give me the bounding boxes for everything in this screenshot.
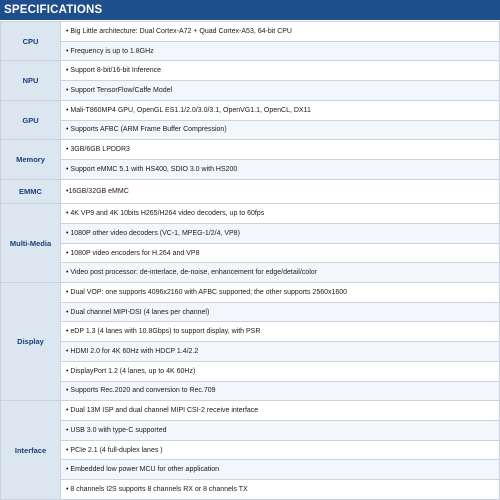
spec-row (1, 61, 500, 81)
spec-item: • DisplayPort 1.2 (4 lanes, up to 4K 60Hz) (61, 361, 500, 381)
spec-item: • Big Little architecture: Dual Cortex-A72 + Quad Cortex-A53, 64-bit CPU (61, 22, 500, 42)
spec-item: •16GB/32GB eMMC (61, 179, 500, 204)
spec-category-cpu: CPU (1, 22, 61, 61)
spec-row (1, 381, 500, 401)
spec-item: • 1080P video encoders for H.264 and VP8 (61, 243, 500, 263)
spec-item: • 4K VP9 and 4K 10bits H265/H264 video decoders, up to 60fps (61, 204, 500, 224)
spec-row (1, 22, 500, 42)
spec-row (1, 480, 500, 500)
spec-row (1, 41, 500, 61)
spec-item: • Frequency is up to 1.8GHz (61, 41, 500, 61)
spec-row (1, 243, 500, 263)
spec-item: • Mali-T860MP4 GPU, OpenGL ES1.1/2.0/3.0/3.1, OpenVG1.1, OpenCL, DX11 (61, 100, 500, 120)
spec-row (1, 81, 500, 101)
spec-item: • Support 8-bit/16-bit Inference (61, 61, 500, 81)
spec-row (1, 159, 500, 179)
spec-row (1, 100, 500, 120)
spec-row (1, 322, 500, 342)
spec-item: • eDP 1.3 (4 lanes with 10.8Gbps) to support display, with PSR (61, 322, 500, 342)
spec-category-interface: Interface (1, 401, 61, 500)
spec-item: • PCIe 2.1 (4 full-duplex lanes ) (61, 440, 500, 460)
spec-row (1, 460, 500, 480)
spec-item: • HDMI 2.0 for 4K 60Hz with HDCP 1.4/2.2 (61, 342, 500, 362)
spec-row (1, 342, 500, 362)
specifications-table (0, 21, 500, 500)
spec-row (1, 302, 500, 322)
spec-category-emmc: EMMC (1, 179, 61, 204)
spec-row (1, 179, 500, 204)
spec-item: • Support TensorFlow/Caffe Model (61, 81, 500, 101)
spec-category-memory: Memory (1, 140, 61, 179)
spec-row (1, 223, 500, 243)
spec-row (1, 120, 500, 140)
spec-item: • 1080P other video decoders (VC-1, MPEG-1/2/4, VP8) (61, 223, 500, 243)
spec-item: • Supports Rec.2020 and conversion to Rec.709 (61, 381, 500, 401)
specifications-header: SPECIFICATIONS (0, 0, 500, 20)
spec-item: • Embedded low power MCU for other application (61, 460, 500, 480)
spec-row (1, 204, 500, 224)
spec-item: • Dual VOP: one supports 4096x2160 with AFBC supported; the other supports 2560x1600 (61, 283, 500, 303)
spec-category-npu: NPU (1, 61, 61, 100)
spec-item: • 8 channels I2S supports 8 channels RX or 8 channels TX (61, 480, 500, 500)
spec-item: • 3GB/6GB LPDDR3 (61, 140, 500, 160)
specifications-table-body (1, 22, 500, 500)
spec-item: • Dual 13M ISP and dual channel MIPI CSI-2 receive interface (61, 401, 500, 421)
spec-row (1, 440, 500, 460)
spec-item: • Dual channel MIPI-DSI (4 lanes per channel) (61, 302, 500, 322)
spec-item: • Video post processor: de-interlace, de-noise, enhancement for edge/detail/color (61, 263, 500, 283)
spec-category-gpu: GPU (1, 100, 61, 139)
spec-row (1, 420, 500, 440)
spec-item: • Supports AFBC (ARM Frame Buffer Compression) (61, 120, 500, 140)
spec-category-multi-media: Multi-Media (1, 204, 61, 283)
spec-row (1, 361, 500, 381)
spec-item: • Support eMMC 5.1 with HS400, SDIO 3.0 with HS200 (61, 159, 500, 179)
spec-category-display: Display (1, 283, 61, 401)
spec-item: • USB 3.0 with type-C supported (61, 420, 500, 440)
spec-row (1, 263, 500, 283)
spec-row (1, 401, 500, 421)
spec-row (1, 140, 500, 160)
spec-row (1, 283, 500, 303)
